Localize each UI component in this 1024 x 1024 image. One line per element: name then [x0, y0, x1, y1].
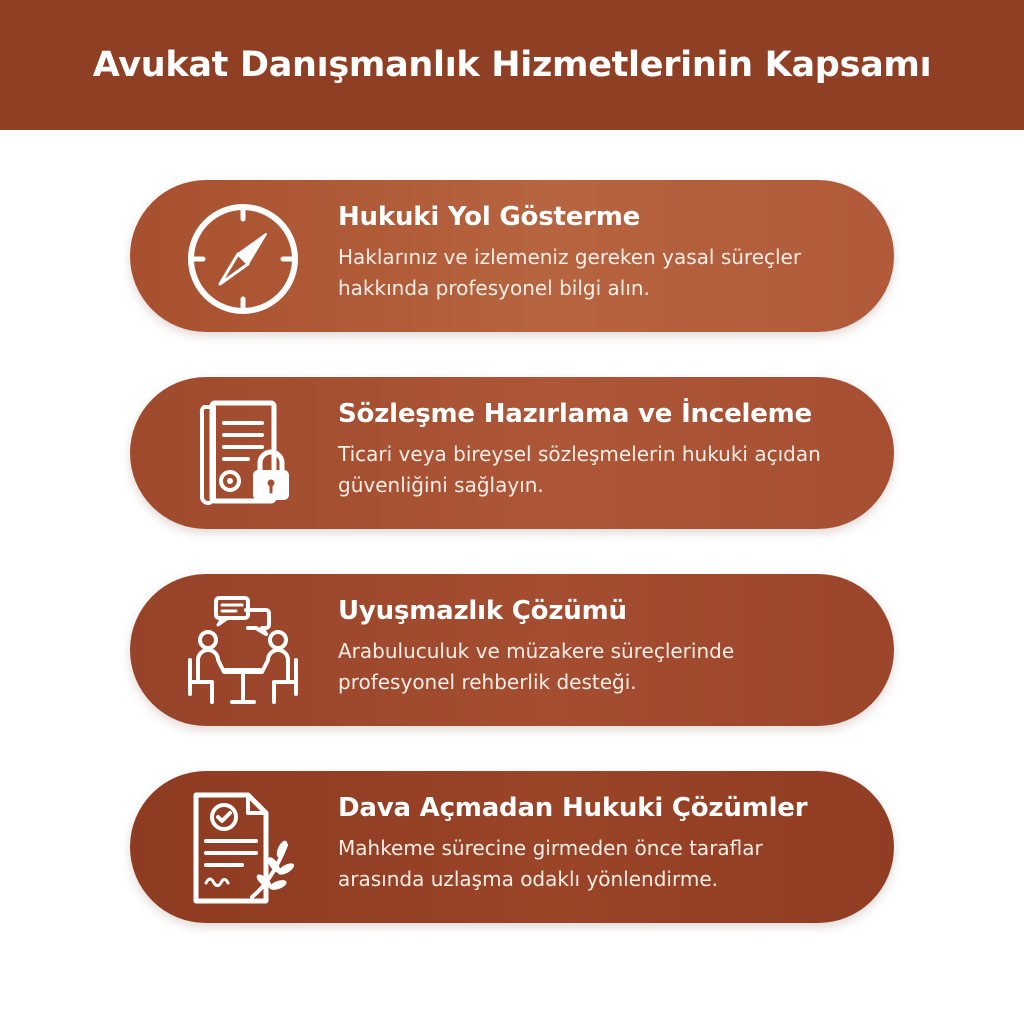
service-card-out-of-court	[130, 771, 894, 923]
document-olive-branch-icon	[182, 787, 304, 909]
card-description: Arabuluculuk ve müzakere süreçlerinde profesyonel rehberlik desteği.	[338, 639, 735, 694]
card-title: Sözleşme Hazırlama ve İnceleme	[338, 399, 812, 429]
contract-lock-icon	[182, 393, 304, 515]
card-description: Haklarınız ve izlemeniz gereken yasal süreçler hakkında profesyonel bilgi alın.	[338, 245, 802, 300]
card-title: Dava Açmadan Hukuki Çözümler	[338, 793, 808, 823]
service-card-contract	[130, 377, 894, 529]
mediation-meeting-icon	[182, 590, 304, 712]
compass-icon	[182, 196, 304, 318]
service-card-dispute	[130, 574, 894, 726]
card-title: Uyuşmazlık Çözümü	[338, 596, 627, 626]
card-description: Ticari veya bireysel sözleşmelerin hukuki açıdan güvenliğini sağlayın.	[338, 442, 821, 497]
page-title: Avukat Danışmanlık Hizmetlerinin Kapsamı	[92, 45, 932, 85]
header-banner	[0, 0, 1024, 130]
card-description: Mahkeme sürecine girmeden önce taraflar arasında uzlaşma odaklı yönlendirme.	[338, 836, 763, 891]
service-card-legal-guidance	[130, 180, 894, 332]
card-title: Hukuki Yol Gösterme	[338, 202, 641, 232]
